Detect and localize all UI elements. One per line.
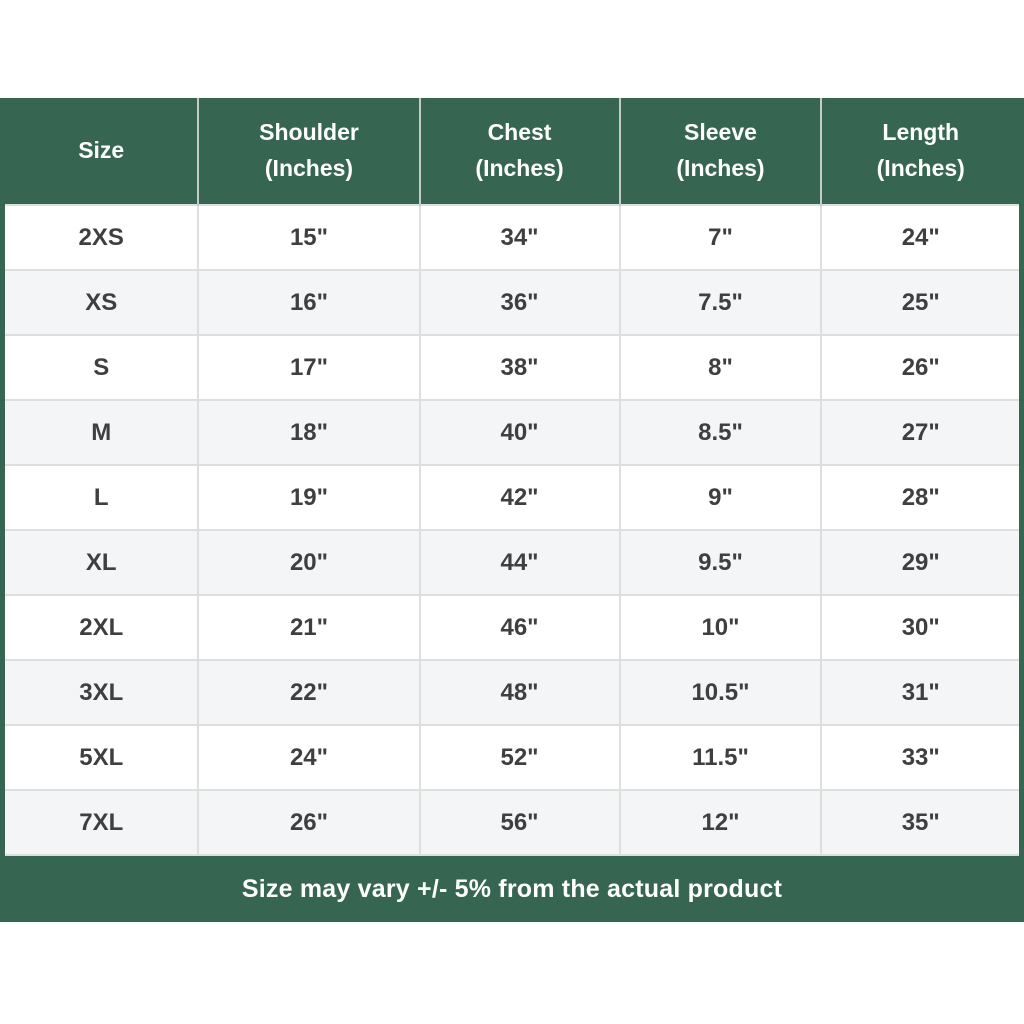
measurement-cell: 19" <box>198 465 419 530</box>
measurement-cell: 11.5" <box>620 725 822 790</box>
size-table-body <box>3 205 1022 855</box>
header-shoulder <box>198 98 419 205</box>
measurement-cell: 24" <box>821 205 1021 270</box>
header-length <box>821 98 1021 205</box>
measurement-cell: 42" <box>420 465 620 530</box>
size-cell: 7XL <box>3 790 199 855</box>
measurement-cell: 33" <box>821 725 1021 790</box>
header-chest-label: Chest <box>487 119 552 146</box>
table-row <box>3 270 1022 335</box>
table-row <box>3 400 1022 465</box>
size-cell: 5XL <box>3 725 199 790</box>
measurement-cell: 25" <box>821 270 1021 335</box>
measurement-cell: 7" <box>620 205 822 270</box>
measurement-cell: 52" <box>420 725 620 790</box>
measurement-cell: 29" <box>821 530 1021 595</box>
measurement-cell: 10" <box>620 595 822 660</box>
measurement-cell: 38" <box>420 335 620 400</box>
measurement-cell: 28" <box>821 465 1021 530</box>
measurement-cell: 46" <box>420 595 620 660</box>
header-chest <box>420 98 620 205</box>
table-row <box>3 790 1022 855</box>
table-row <box>3 465 1022 530</box>
header-length-label: Length <box>882 119 960 146</box>
size-cell: 2XS <box>3 205 199 270</box>
measurement-cell: 40" <box>420 400 620 465</box>
size-cell: S <box>3 335 199 400</box>
header-size <box>3 98 199 205</box>
header-size-label: Size <box>78 137 125 164</box>
size-chart-table <box>0 98 1024 922</box>
size-cell: 3XL <box>3 660 199 725</box>
size-cell: XS <box>3 270 199 335</box>
measurement-cell: 30" <box>821 595 1021 660</box>
measurement-cell: 20" <box>198 530 419 595</box>
table-row <box>3 205 1022 270</box>
measurement-cell: 15" <box>198 205 419 270</box>
measurement-cell: 27" <box>821 400 1021 465</box>
measurement-cell: 56" <box>420 790 620 855</box>
footer-row <box>3 855 1022 922</box>
measurement-cell: 16" <box>198 270 419 335</box>
measurement-cell: 31" <box>821 660 1021 725</box>
table-row <box>3 335 1022 400</box>
measurement-cell: 9.5" <box>620 530 822 595</box>
size-cell: XL <box>3 530 199 595</box>
measurement-cell: 9" <box>620 465 822 530</box>
header-shoulder-label: Shoulder <box>259 119 359 146</box>
header-sleeve-label: Sleeve <box>684 119 757 146</box>
measurement-cell: 18" <box>198 400 419 465</box>
measurement-cell: 7.5" <box>620 270 822 335</box>
header-length-unit: (Inches) <box>876 155 965 181</box>
measurement-cell: 44" <box>420 530 620 595</box>
measurement-cell: 26" <box>821 335 1021 400</box>
measurement-cell: 10.5" <box>620 660 822 725</box>
measurement-cell: 34" <box>420 205 620 270</box>
measurement-cell: 8" <box>620 335 822 400</box>
table-row <box>3 595 1022 660</box>
measurement-cell: 22" <box>198 660 419 725</box>
header-sleeve <box>620 98 822 205</box>
measurement-cell: 26" <box>198 790 419 855</box>
measurement-cell: 21" <box>198 595 419 660</box>
table-header <box>3 98 1022 205</box>
measurement-cell: 24" <box>198 725 419 790</box>
size-cell: 2XL <box>3 595 199 660</box>
header-sleeve-unit: (Inches) <box>676 155 765 181</box>
measurement-cell: 8.5" <box>620 400 822 465</box>
measurement-cell: 36" <box>420 270 620 335</box>
header-row <box>3 98 1022 205</box>
size-disclaimer: Size may vary +/- 5% from the actual product <box>3 855 1022 922</box>
measurement-cell: 12" <box>620 790 822 855</box>
header-shoulder-unit: (Inches) <box>264 155 354 181</box>
table-row <box>3 725 1022 790</box>
size-cell: L <box>3 465 199 530</box>
measurement-cell: 48" <box>420 660 620 725</box>
measurement-cell: 35" <box>821 790 1021 855</box>
header-chest-unit: (Inches) <box>475 155 564 181</box>
table-row <box>3 530 1022 595</box>
measurement-cell: 17" <box>198 335 419 400</box>
table-footer <box>3 855 1022 922</box>
size-cell: M <box>3 400 199 465</box>
table-row <box>3 660 1022 725</box>
